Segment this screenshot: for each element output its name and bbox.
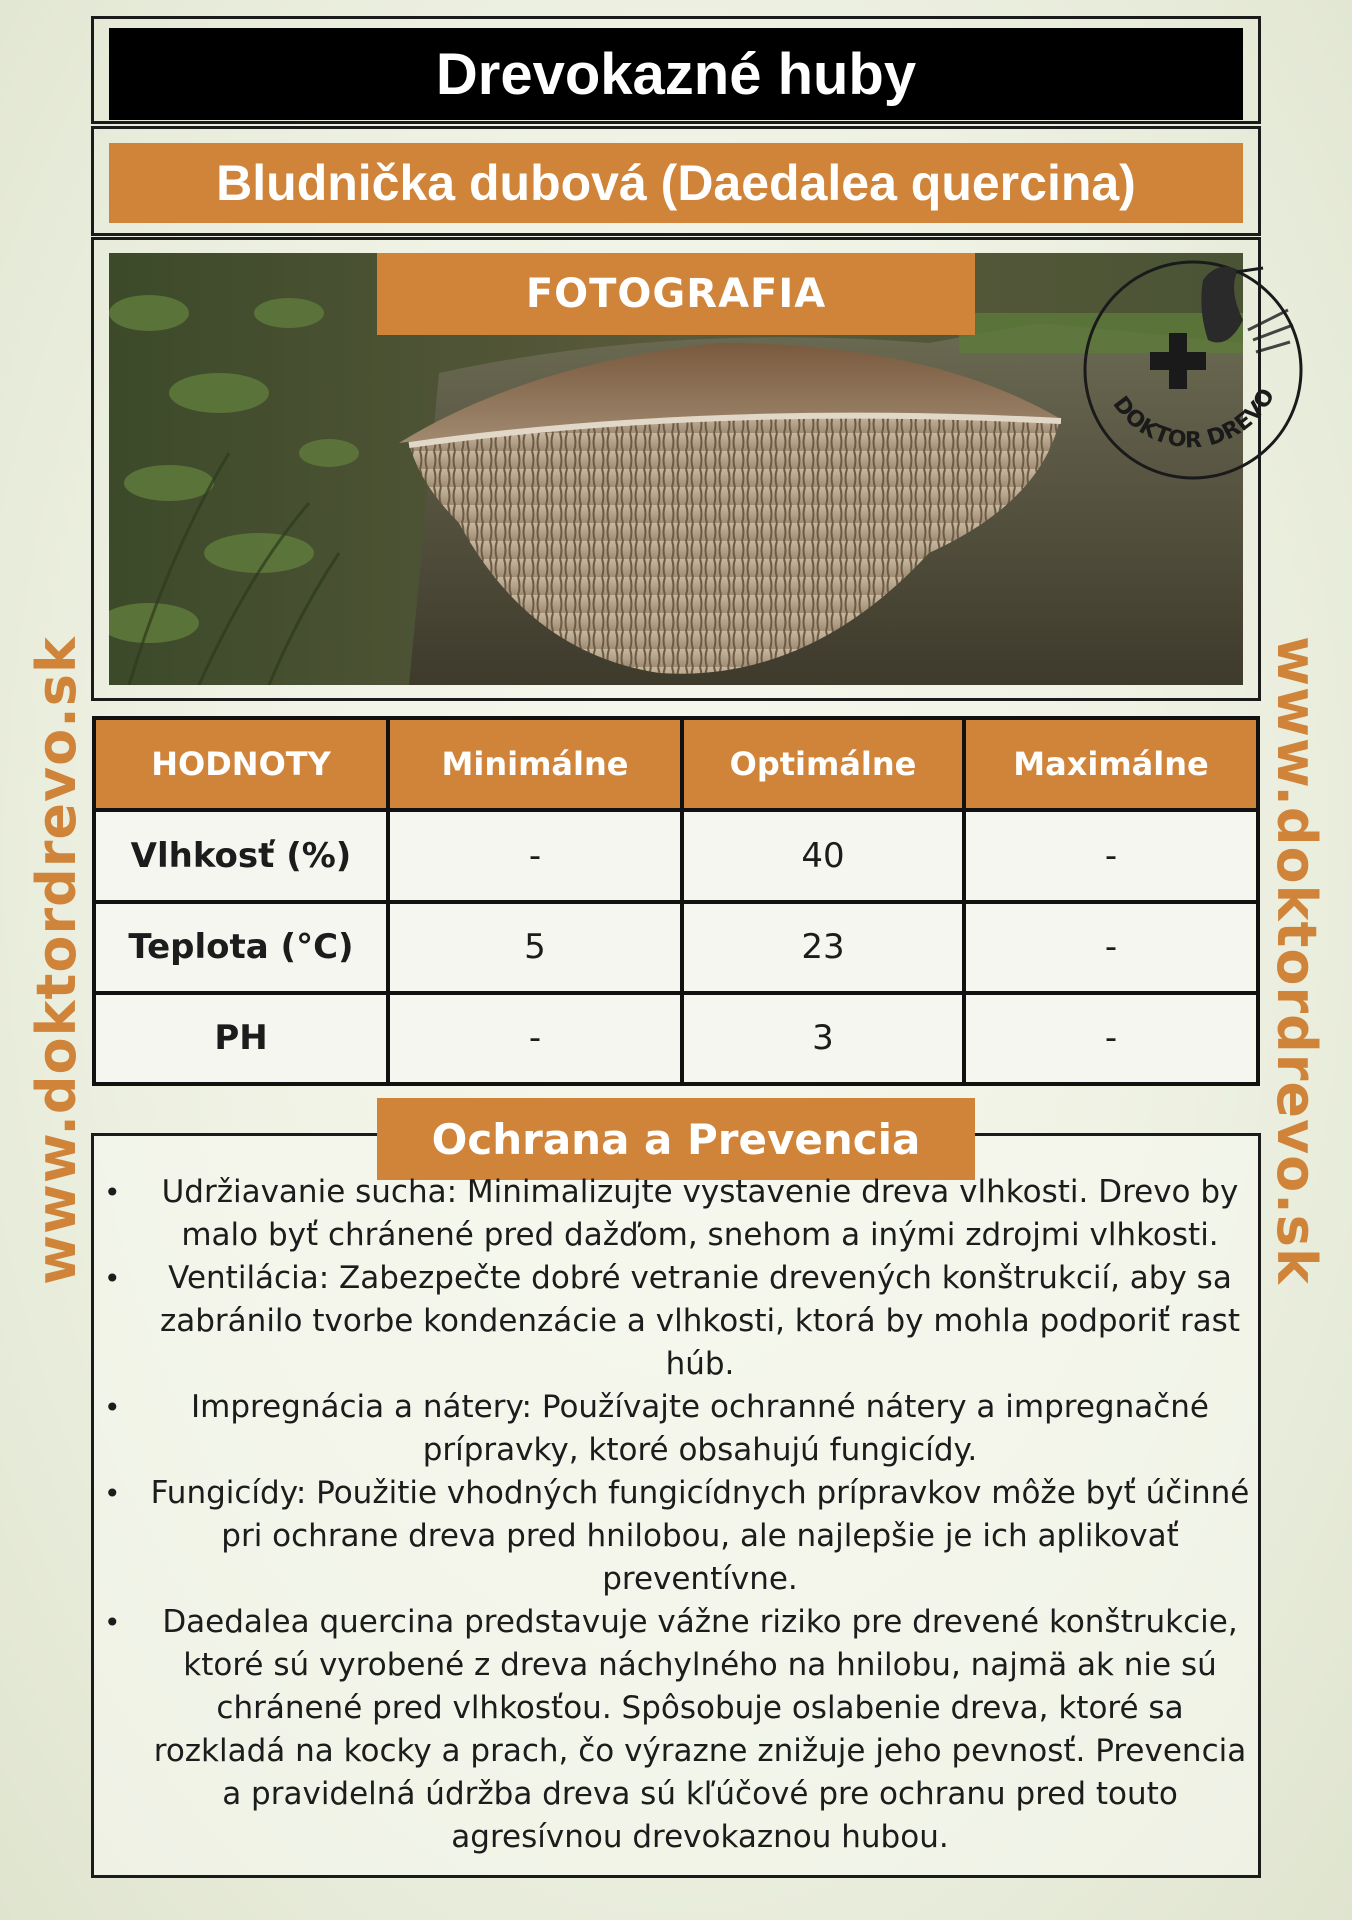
cell-min: -	[388, 810, 682, 901]
species-subtitle	[109, 143, 1243, 223]
side-url-left-text[interactable]: www.doktordrevo.sk	[24, 635, 88, 1285]
list-item: • Impregnácia a nátery: Používajte ochranné nátery a impregnačné prípravky, ktoré obsahujú fungicídy.	[100, 1386, 1260, 1472]
table-row-temperature	[94, 902, 1258, 993]
row-label: Teplota (°C)	[94, 902, 388, 993]
cell-max: -	[964, 810, 1258, 901]
table-row-ph	[94, 993, 1258, 1084]
page-title	[109, 28, 1243, 120]
values-table	[92, 716, 1260, 1086]
table-header-row	[94, 718, 1258, 810]
side-url-right-text[interactable]: www.doktordrevo.sk	[1264, 635, 1328, 1285]
header-max: Maximálne	[964, 718, 1258, 810]
side-url-left[interactable]	[26, 630, 86, 1290]
list-item: • Fungicídy: Použitie vhodných fungicídnych prípravkov môže byť účinné pri ochrane dreva pred hnilobou, ale najlepšie je ich aplikovať preventívne.	[100, 1472, 1260, 1601]
header-min: Minimálne	[388, 718, 682, 810]
cell-opt: 40	[682, 810, 964, 901]
doktor-drevo-logo	[1078, 240, 1308, 498]
cell-opt: 3	[682, 993, 964, 1084]
prevention-title-text: Ochrana a Prevencia	[431, 1114, 921, 1164]
woodpecker-cross-icon	[1078, 240, 1308, 498]
list-item: • Ventilácia: Zabezpečte dobré vetranie drevených konštrukcií, aby sa zabránilo tvorbe kondenzácie a vlhkosti, ktorá by mohla podporiť rast húb.	[100, 1257, 1260, 1386]
list-item: • Udržiavanie sucha: Minimalizujte vystavenie dreva vlhkosti. Drevo by malo byť chránené pred dažďom, snehom a inými zdrojmi vlhkosti.	[100, 1171, 1260, 1257]
header-values: HODNOTY	[94, 718, 388, 810]
cell-opt: 23	[682, 902, 964, 993]
list-item: • Daedalea quercina predstavuje vážne riziko pre drevené konštrukcie, ktoré sú vyrobené z dreva náchylného na hnilobu, najmä ak nie sú chránené pred vlhkosťou. Spôsobuje oslabenie dreva, ktoré sa rozkladá na kocky a prach, čo výrazne znižuje jeho pevnosť. Prevencia a pravidelná údržba dreva sú kľúčové pre ochranu pred touto agresívnou drevokaznou hubou.	[100, 1601, 1260, 1859]
prevention-list	[100, 1171, 1260, 1859]
row-label: PH	[94, 993, 388, 1084]
cell-min: -	[388, 993, 682, 1084]
cell-max: -	[964, 993, 1258, 1084]
side-url-right[interactable]	[1266, 630, 1326, 1290]
prevention-title	[377, 1098, 975, 1180]
cell-min: 5	[388, 902, 682, 993]
logo-text: DOKTOR DREVO	[1107, 384, 1281, 454]
photo-label-text: FOTOGRAFIA	[525, 271, 827, 317]
header-opt: Optimálne	[682, 718, 964, 810]
table-row-humidity	[94, 810, 1258, 901]
species-subtitle-text: Bludnička dubová (Daedalea quercina)	[216, 155, 1136, 211]
photo-label	[377, 253, 975, 335]
page-title-text: Drevokazné huby	[435, 41, 917, 107]
row-label: Vlhkosť (%)	[94, 810, 388, 901]
cell-max: -	[964, 902, 1258, 993]
